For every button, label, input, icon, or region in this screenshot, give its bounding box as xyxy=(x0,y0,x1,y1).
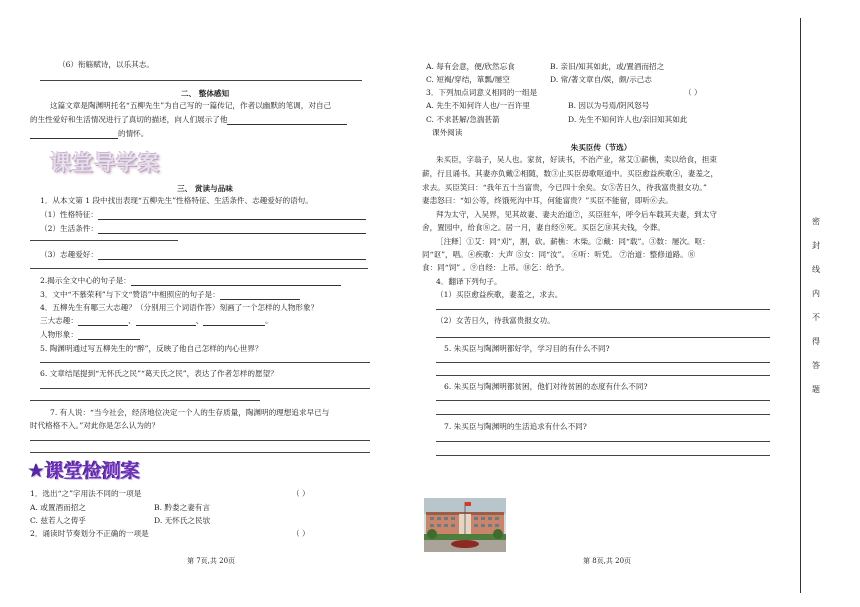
option: B. 亲旧/知其如此，或/置酒而招之 xyxy=(550,62,665,71)
answer-line xyxy=(30,440,370,441)
seal-line xyxy=(800,18,801,593)
question-part: （1）性格特征： xyxy=(40,210,366,220)
text-line: 这篇文章是陶渊明托名“五柳先生”为自己写的一篇传记，作者以幽默的笔调，对自己 xyxy=(50,101,332,110)
answer-line xyxy=(436,309,770,310)
seal-char: 不 xyxy=(812,313,820,322)
question: 3．文中“不慕荣利”与下文“赞语”中相照应的句子是： xyxy=(40,290,300,300)
passage-line: 薪，行且诵书。其妻亦负戴②相随，数③止买臣毋歌呕道中。买臣愈益疾歌④，妻羞之， xyxy=(422,169,719,178)
star-icon: ★ xyxy=(28,460,46,482)
subheading: 课外阅读 xyxy=(432,128,463,137)
option: B. 因以为号焉/阴风怒号 xyxy=(568,101,650,110)
answer-line xyxy=(436,400,770,401)
answer-line xyxy=(40,362,370,363)
answer-line xyxy=(30,452,370,453)
answer-paren: （ ） xyxy=(292,489,310,498)
question: 1．从本文第 1 段中找出表现“五柳先生”性格特征、生活条件、志趣爱好的语句。 xyxy=(40,196,313,205)
answer-line xyxy=(40,388,370,389)
option: B. 黔娄之妻有言 xyxy=(154,503,210,512)
answer-line xyxy=(436,455,770,456)
answer-line xyxy=(30,400,260,401)
passage-line: 妻恚怒曰：“如公等，终饿死沟中耳，何能富贵？”买臣不能留，即听⑥去。 xyxy=(422,196,673,205)
seal-char: 封 xyxy=(812,241,820,250)
option: D. 常/著文章自/娱，颇/示己志 xyxy=(550,75,652,84)
seal-char: 得 xyxy=(812,337,820,346)
page-number: 第 8页,共 20页 xyxy=(583,557,632,565)
lesson-banner: 课堂导学案 xyxy=(50,151,160,175)
option: A. 或置酒而招之 xyxy=(30,503,86,512)
question-part: （2）生活条件： xyxy=(40,224,366,234)
question-part: （2）女苦日久，待我富贵报女功。 xyxy=(436,316,555,325)
answer-line xyxy=(436,337,770,338)
passage-line: 舍，置园中，给食⑧之。居一月，妻自经⑨死。买臣乞⑩其夫钱，令葬。 xyxy=(422,223,665,232)
question: 5. 朱买臣与陶渊明都好学，学习目的有什么不同? xyxy=(444,344,610,353)
option: A. 每有会意，便/欣然忘食 xyxy=(426,62,515,71)
answer-line xyxy=(40,80,362,81)
seal-char: 内 xyxy=(812,289,820,298)
option: D. 无怀氏之民欤 xyxy=(154,516,211,525)
seal-char: 题 xyxy=(812,385,820,394)
note-line: 同“讴”，唱。④疾歌：大声 ⑤女：同“汝”。 ⑥听：听凭。 ⑦治道：整修道路。⑧ xyxy=(422,250,696,259)
option: C. 短褐/穿结，箪瓢/屡空 xyxy=(426,75,510,84)
seal-char: 线 xyxy=(812,265,820,274)
text-line: 的生性爱好和生活情况进行了真切的描述，向人们展示了他 xyxy=(30,115,347,125)
text-line: 的情怀。 xyxy=(30,129,148,139)
test-banner: ★课堂检测案 xyxy=(28,460,141,482)
option: A. 先生不知何许人也/一百许里 xyxy=(426,101,530,110)
option: D. 先生不知何许人也/亲旧知其如此 xyxy=(568,115,688,124)
question: 6. 朱买臣与陶渊明都贫困，他们对待贫困的态度有什么不同? xyxy=(444,382,648,391)
passage-line: 朱买臣，字翁子，吴人也。家贫，好读书，不治产业，常艾①薪樵，卖以给食，担束 xyxy=(436,155,717,164)
answer-paren: （ ） xyxy=(292,529,310,538)
option: C. 不求甚解/急湍甚箭 xyxy=(426,115,500,124)
question: 6. 文章结尾提到“无怀氏之民”“葛天氏之民”，表达了作者怎样的愿望？ xyxy=(40,369,278,378)
question: 7. 朱买臣与陶渊明的生活追求有什么不同? xyxy=(444,422,587,431)
passage-line: 求去。买臣笑曰：“我年五十当富贵，今已四十余矣。女⑤苦日久，待我富贵报女功。” xyxy=(422,183,707,192)
answer-paren: （ ） xyxy=(684,88,702,97)
passage-line: 拜为太守，入吴界，见其故妻、妻夫治道⑦，买臣驻车，呼令后车载其夫妻，到太守 xyxy=(436,210,717,219)
question-part: （3）志趣爱好： xyxy=(40,250,366,260)
section-heading: 三、 赏读与品味 xyxy=(177,184,233,193)
option: C. 兹若人之俦乎 xyxy=(30,516,86,525)
question: 3．下列加点词意义相同的一组是 xyxy=(426,88,538,97)
question: 7. 有人说：“当今社会，经济地位决定一个人的生存质量，陶渊明的理想追求早已与 xyxy=(50,408,330,417)
text-line: （6）衔觞赋诗，以乐其志。 xyxy=(58,60,154,69)
section-heading: 二、 整体感知 xyxy=(180,89,230,98)
answer-line xyxy=(436,362,770,363)
question: 2．诵读时节奏划分不正确的一项是 xyxy=(30,529,149,538)
question: 4．五柳先生有哪三大志趣？（分别用三个词语作答）刻画了一个怎样的人物形象？ xyxy=(40,303,319,312)
note-line: 食：同“饲” 。⑨自经：上吊。⑩乞：给予。 xyxy=(422,263,569,272)
answer-line xyxy=(436,375,770,376)
answer-line xyxy=(30,268,368,269)
campus-photo xyxy=(424,498,506,552)
seal-char: 答 xyxy=(812,361,820,370)
question: 时代格格不入。”对此你是怎么认为的？ xyxy=(30,421,160,430)
question: 2.揭示全文中心的句子是： xyxy=(40,276,341,286)
note-line: ［注释］①艾：同“刈”，割，砍。薪樵：木柴。②戴：同“载”。③数：屡次。呕： xyxy=(436,237,710,246)
question-part: 三大志趣： 、 、 。 xyxy=(40,316,273,325)
question-part: 人物形象： xyxy=(40,330,140,340)
passage-title: 朱买臣传（节选） xyxy=(570,143,632,152)
page-number: 第 7页,共 20页 xyxy=(187,557,236,565)
question: 1．选出“之”字用法不同的一项是 xyxy=(30,489,142,498)
answer-line xyxy=(436,414,770,415)
question: 4．翻译下列句子。 xyxy=(436,277,502,286)
question-part: （1）买臣愈益疾歌，妻羞之，求去。 xyxy=(436,290,563,299)
answer-line xyxy=(30,240,178,241)
answer-line xyxy=(436,441,770,442)
seal-char: 密 xyxy=(812,217,820,226)
question: 5. 陶渊明通过写五柳先生的“醉”，反映了他自己怎样的内心世界？ xyxy=(40,344,263,353)
